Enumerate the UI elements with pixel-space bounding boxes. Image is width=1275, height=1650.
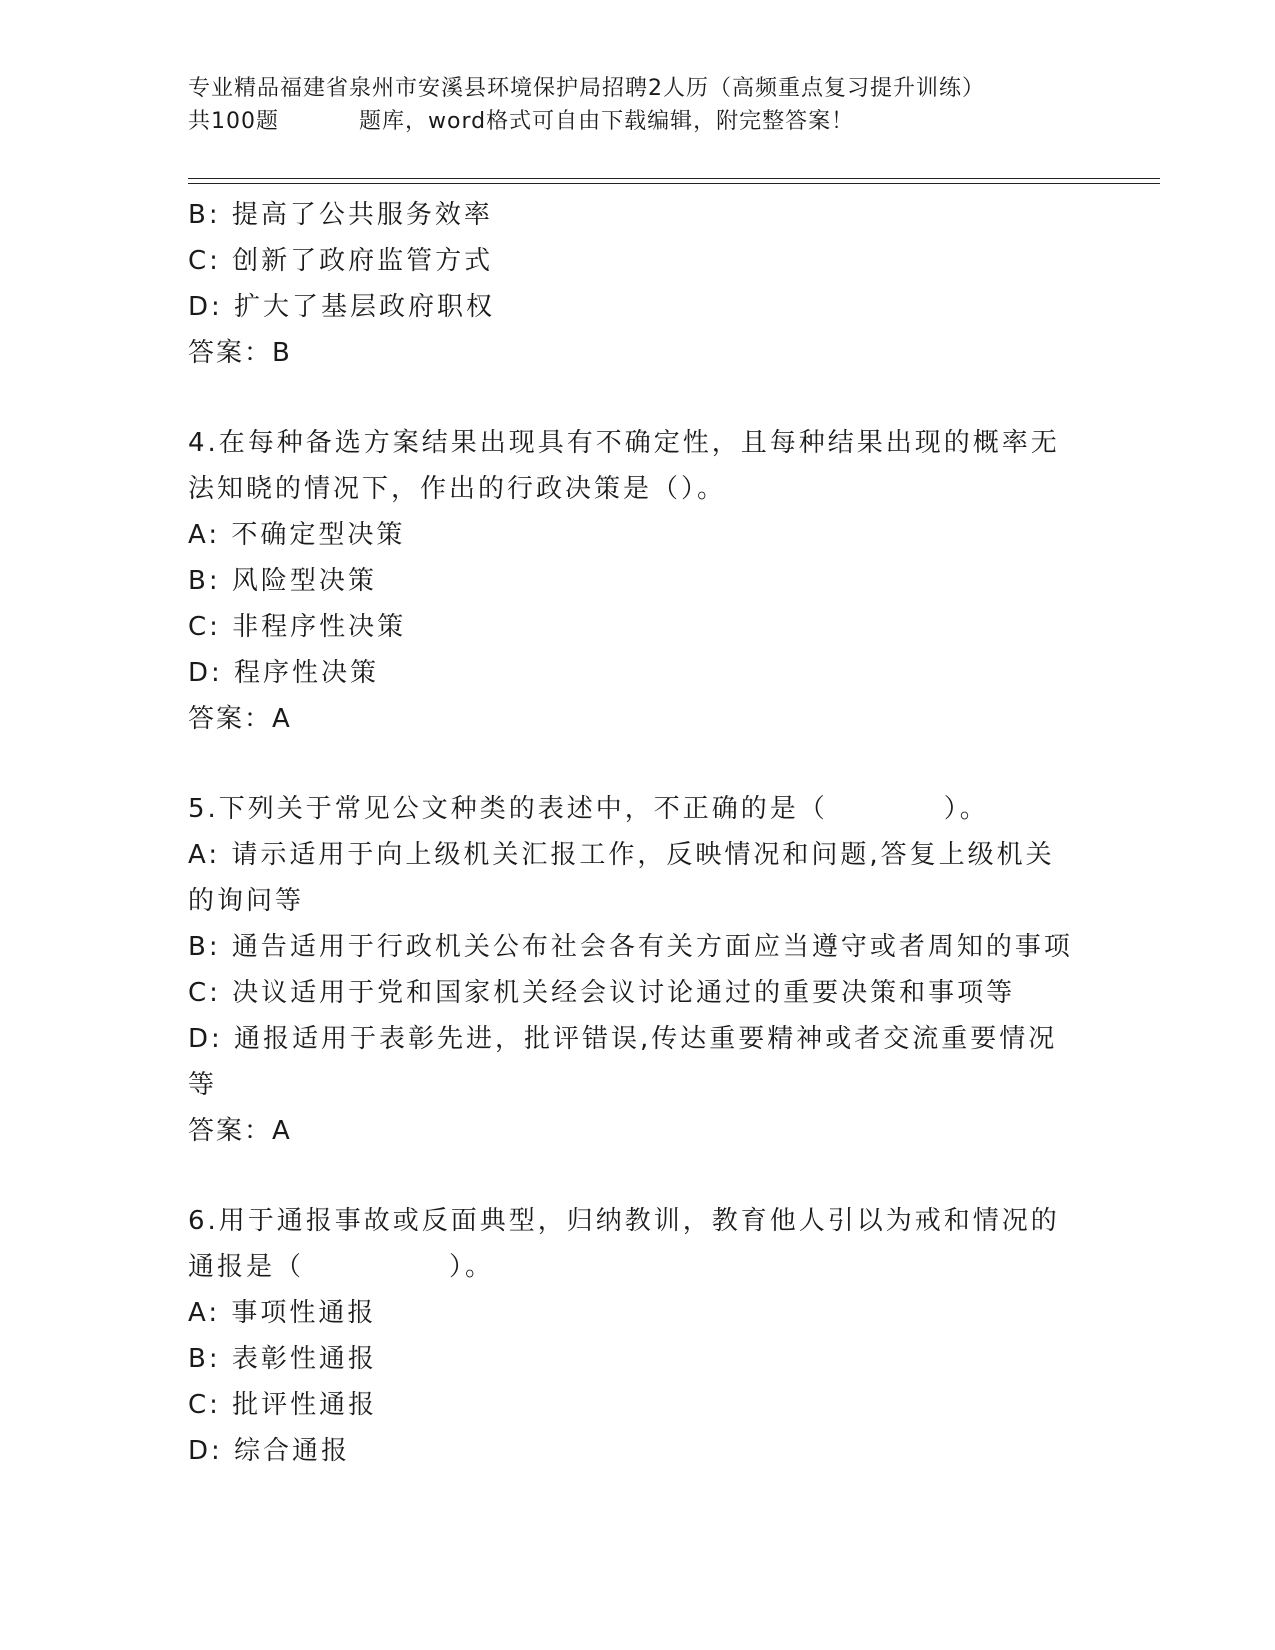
option-c: C: 决议适用于党和国家机关经会议讨论通过的重要决策和事项等 xyxy=(188,978,1016,1008)
option-a-continued: 的询问等 xyxy=(188,886,305,916)
option-a: A: 事项性通报 xyxy=(188,1298,377,1328)
answer-line: 答案：A xyxy=(188,1116,292,1146)
question-stem: 4.在每种备选方案结果出现具有不确定性，且每种结果出现的概率无 xyxy=(188,428,1060,458)
option-c: C: 批评性通报 xyxy=(188,1390,378,1420)
header-question-count: 共100题 xyxy=(188,109,279,134)
question-stem: 5.下列关于常见公文种类的表述中，不正确的是（ ）。 xyxy=(188,794,989,824)
option-d: D: 程序性决策 xyxy=(188,658,380,688)
option-a: A: 不确定型决策 xyxy=(188,520,406,550)
option-b: B: 通告适用于行政机关公布社会各有关方面应当遵守或者周知的事项 xyxy=(188,932,1073,962)
question-stem-continued: 法知晓的情况下，作出的行政决策是（）。 xyxy=(188,474,727,504)
question-3-block xyxy=(188,192,1088,376)
question-stem-continued: 通报是（ ）。 xyxy=(188,1252,495,1282)
option-a: A: 请示适用于向上级机关汇报工作，反映情况和问题,答复上级机关 xyxy=(188,840,1055,870)
option-d: D: 综合通报 xyxy=(188,1436,351,1466)
answer-line: 答案：B xyxy=(188,338,292,368)
question-stem: 6.用于通报事故或反面典型，归纳教训，教育他人引以为戒和情况的 xyxy=(188,1206,1060,1236)
header-description: 题库，word格式可自由下载编辑，附完整答案！ xyxy=(359,109,855,134)
answer-line: 答案：A xyxy=(188,704,292,734)
document-header xyxy=(188,72,1088,138)
question-6-block xyxy=(188,1198,1088,1474)
question-content xyxy=(188,192,1088,1474)
question-5-block xyxy=(188,786,1088,1154)
header-title-line1: 专业精品福建省泉州市安溪县环境保护局招聘2人历（高频重点复习提升训练） xyxy=(188,76,985,101)
question-4-block xyxy=(188,420,1088,742)
option-d-continued: 等 xyxy=(188,1070,218,1100)
option-b: B: 表彰性通报 xyxy=(188,1344,377,1374)
option-d: D: 扩大了基层政府职权 xyxy=(188,292,496,322)
option-b: B: 风险型决策 xyxy=(188,566,377,596)
header-title-line2 xyxy=(188,105,1088,138)
option-d: D: 通报适用于表彰先进，批评错误,传达重要精神或者交流重要情况 xyxy=(188,1024,1058,1054)
header-divider-top xyxy=(188,178,1160,179)
option-b: B: 提高了公共服务效率 xyxy=(188,200,493,230)
option-c: C: 创新了政府监管方式 xyxy=(188,246,494,276)
header-divider-bottom xyxy=(188,183,1160,184)
option-c: C: 非程序性决策 xyxy=(188,612,407,642)
